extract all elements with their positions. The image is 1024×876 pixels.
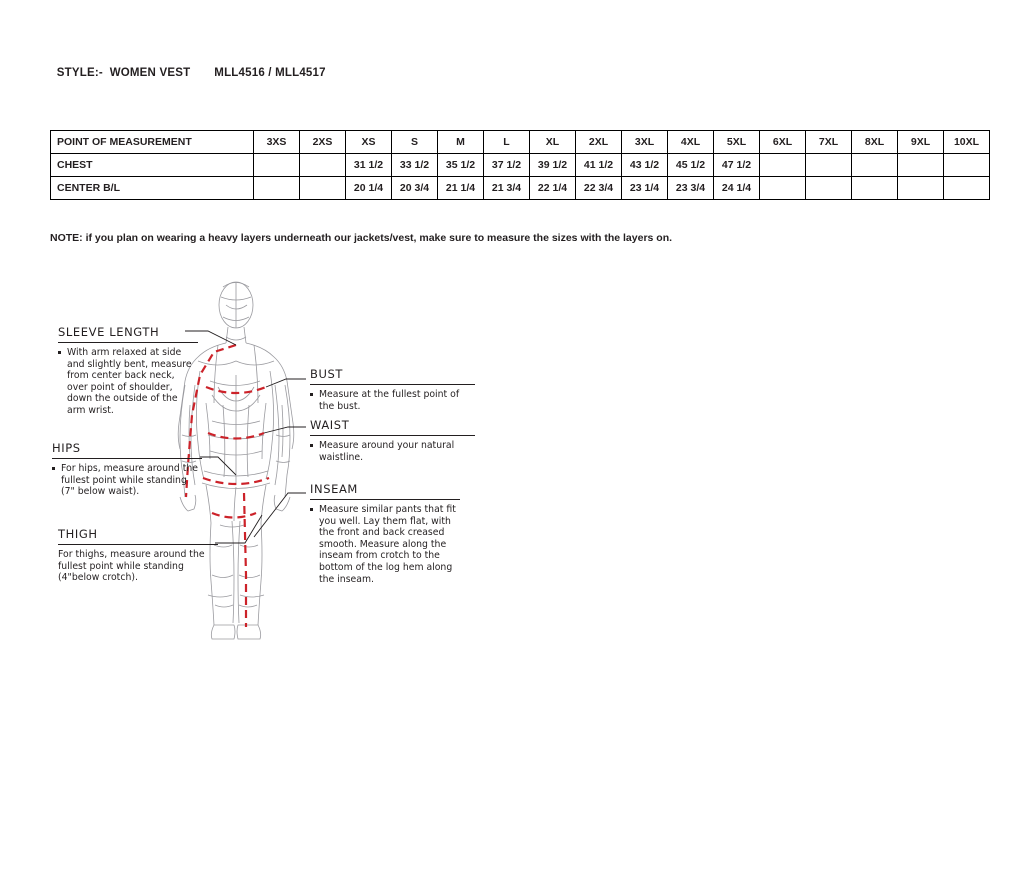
table-cell: 47 1/2 [714, 154, 760, 177]
table-header-row [51, 131, 990, 154]
callout-title-waist: WAIST [310, 418, 350, 432]
column-header-size: 3XL [622, 131, 668, 154]
size-chart-table [50, 130, 990, 200]
callout-body-sleeve-length: With arm relaxed at side and slightly bent, measure from center back neck, over point of shoulder, down the outside of the arm wrist. [58, 347, 198, 417]
waist-leader-line [264, 427, 306, 433]
table-row [51, 177, 990, 200]
table-cell [254, 177, 300, 200]
table-row [51, 154, 990, 177]
table-cell [806, 177, 852, 200]
table-cell [944, 154, 990, 177]
callout-divider [310, 384, 475, 385]
column-header-size: 9XL [898, 131, 944, 154]
callout-divider [58, 544, 218, 545]
callout-title-bust: BUST [310, 367, 344, 381]
callout-bust [310, 367, 475, 412]
style-heading [50, 55, 326, 79]
callout-title-inseam: INSEAM [310, 482, 358, 496]
callout-thigh [58, 527, 218, 584]
callout-body-bust: Measure at the fullest point of the bust. [310, 389, 475, 412]
table-cell: 35 1/2 [438, 154, 484, 177]
table-cell: 43 1/2 [622, 154, 668, 177]
table-cell: 37 1/2 [484, 154, 530, 177]
table-cell: 39 1/2 [530, 154, 576, 177]
column-header-size: 7XL [806, 131, 852, 154]
callout-divider [52, 458, 202, 459]
column-header-size: XL [530, 131, 576, 154]
table-cell: 23 3/4 [668, 177, 714, 200]
thigh-leader-line [215, 515, 262, 543]
table-cell [806, 154, 852, 177]
column-header-size: 4XL [668, 131, 714, 154]
table-cell: 41 1/2 [576, 154, 622, 177]
table-cell [300, 154, 346, 177]
table-cell [254, 154, 300, 177]
table-cell: 23 1/4 [622, 177, 668, 200]
column-header-size: XS [346, 131, 392, 154]
callout-inseam [310, 482, 460, 585]
table-cell [944, 177, 990, 200]
table-cell: 45 1/2 [668, 154, 714, 177]
callout-body-waist: Measure around your natural waistline. [310, 440, 475, 463]
style-code: MLL4516 / MLL4517 [214, 67, 326, 79]
table-cell: 20 1/4 [346, 177, 392, 200]
callout-divider [310, 435, 475, 436]
table-cell [760, 177, 806, 200]
hips-leader-line [200, 457, 236, 475]
table-cell [898, 154, 944, 177]
callout-hips [52, 441, 202, 498]
measurement-diagram [40, 275, 510, 655]
column-header-size: M [438, 131, 484, 154]
column-header-size: 2XL [576, 131, 622, 154]
callout-divider [310, 499, 460, 500]
table-cell: 22 3/4 [576, 177, 622, 200]
table-cell: 21 3/4 [484, 177, 530, 200]
table-cell [300, 177, 346, 200]
column-header-point-of-measurement: POINT OF MEASUREMENT [51, 131, 254, 154]
table-cell: 24 1/4 [714, 177, 760, 200]
table-cell: 33 1/2 [392, 154, 438, 177]
callout-waist [310, 418, 475, 463]
column-header-size: 6XL [760, 131, 806, 154]
table-cell [852, 177, 898, 200]
table-cell [898, 177, 944, 200]
callout-title-hips: HIPS [52, 441, 81, 455]
column-header-size: L [484, 131, 530, 154]
table-cell [852, 154, 898, 177]
row-label-chest: CHEST [51, 154, 254, 177]
row-label-center-bl: CENTER B/L [51, 177, 254, 200]
callout-title-sleeve-length: SLEEVE LENGTH [58, 325, 160, 339]
table-cell: 22 1/4 [530, 177, 576, 200]
column-header-size: 2XS [300, 131, 346, 154]
table-cell: 21 1/4 [438, 177, 484, 200]
table-cell: 20 3/4 [392, 177, 438, 200]
table-cell: 31 1/2 [346, 154, 392, 177]
callout-body-thigh: For thighs, measure around the fullest point while standing (4"below crotch). [58, 549, 205, 584]
column-header-size: 3XS [254, 131, 300, 154]
measurement-note: NOTE: if you plan on wearing a heavy layers underneath our jackets/vest, make sure to measure the sizes with the layers on. [50, 232, 673, 244]
style-label: STYLE:- WOMEN VEST [56, 67, 191, 79]
callout-sleeve-length [58, 325, 198, 417]
column-header-size: 8XL [852, 131, 898, 154]
column-header-size: 5XL [714, 131, 760, 154]
callout-body-inseam: Measure similar pants that fit you well. Lay them flat, with the front and back creased smooth. Measure along the inseam from crotch to the bottom of the log hem along the inseam. [310, 504, 460, 585]
table-cell [760, 154, 806, 177]
column-header-size: S [392, 131, 438, 154]
callout-body-hips: For hips, measure around the fullest point while standing (7" below waist). [52, 463, 202, 498]
callout-divider [58, 342, 198, 343]
column-header-size: 10XL [944, 131, 990, 154]
callout-title-thigh: THIGH [58, 527, 98, 541]
